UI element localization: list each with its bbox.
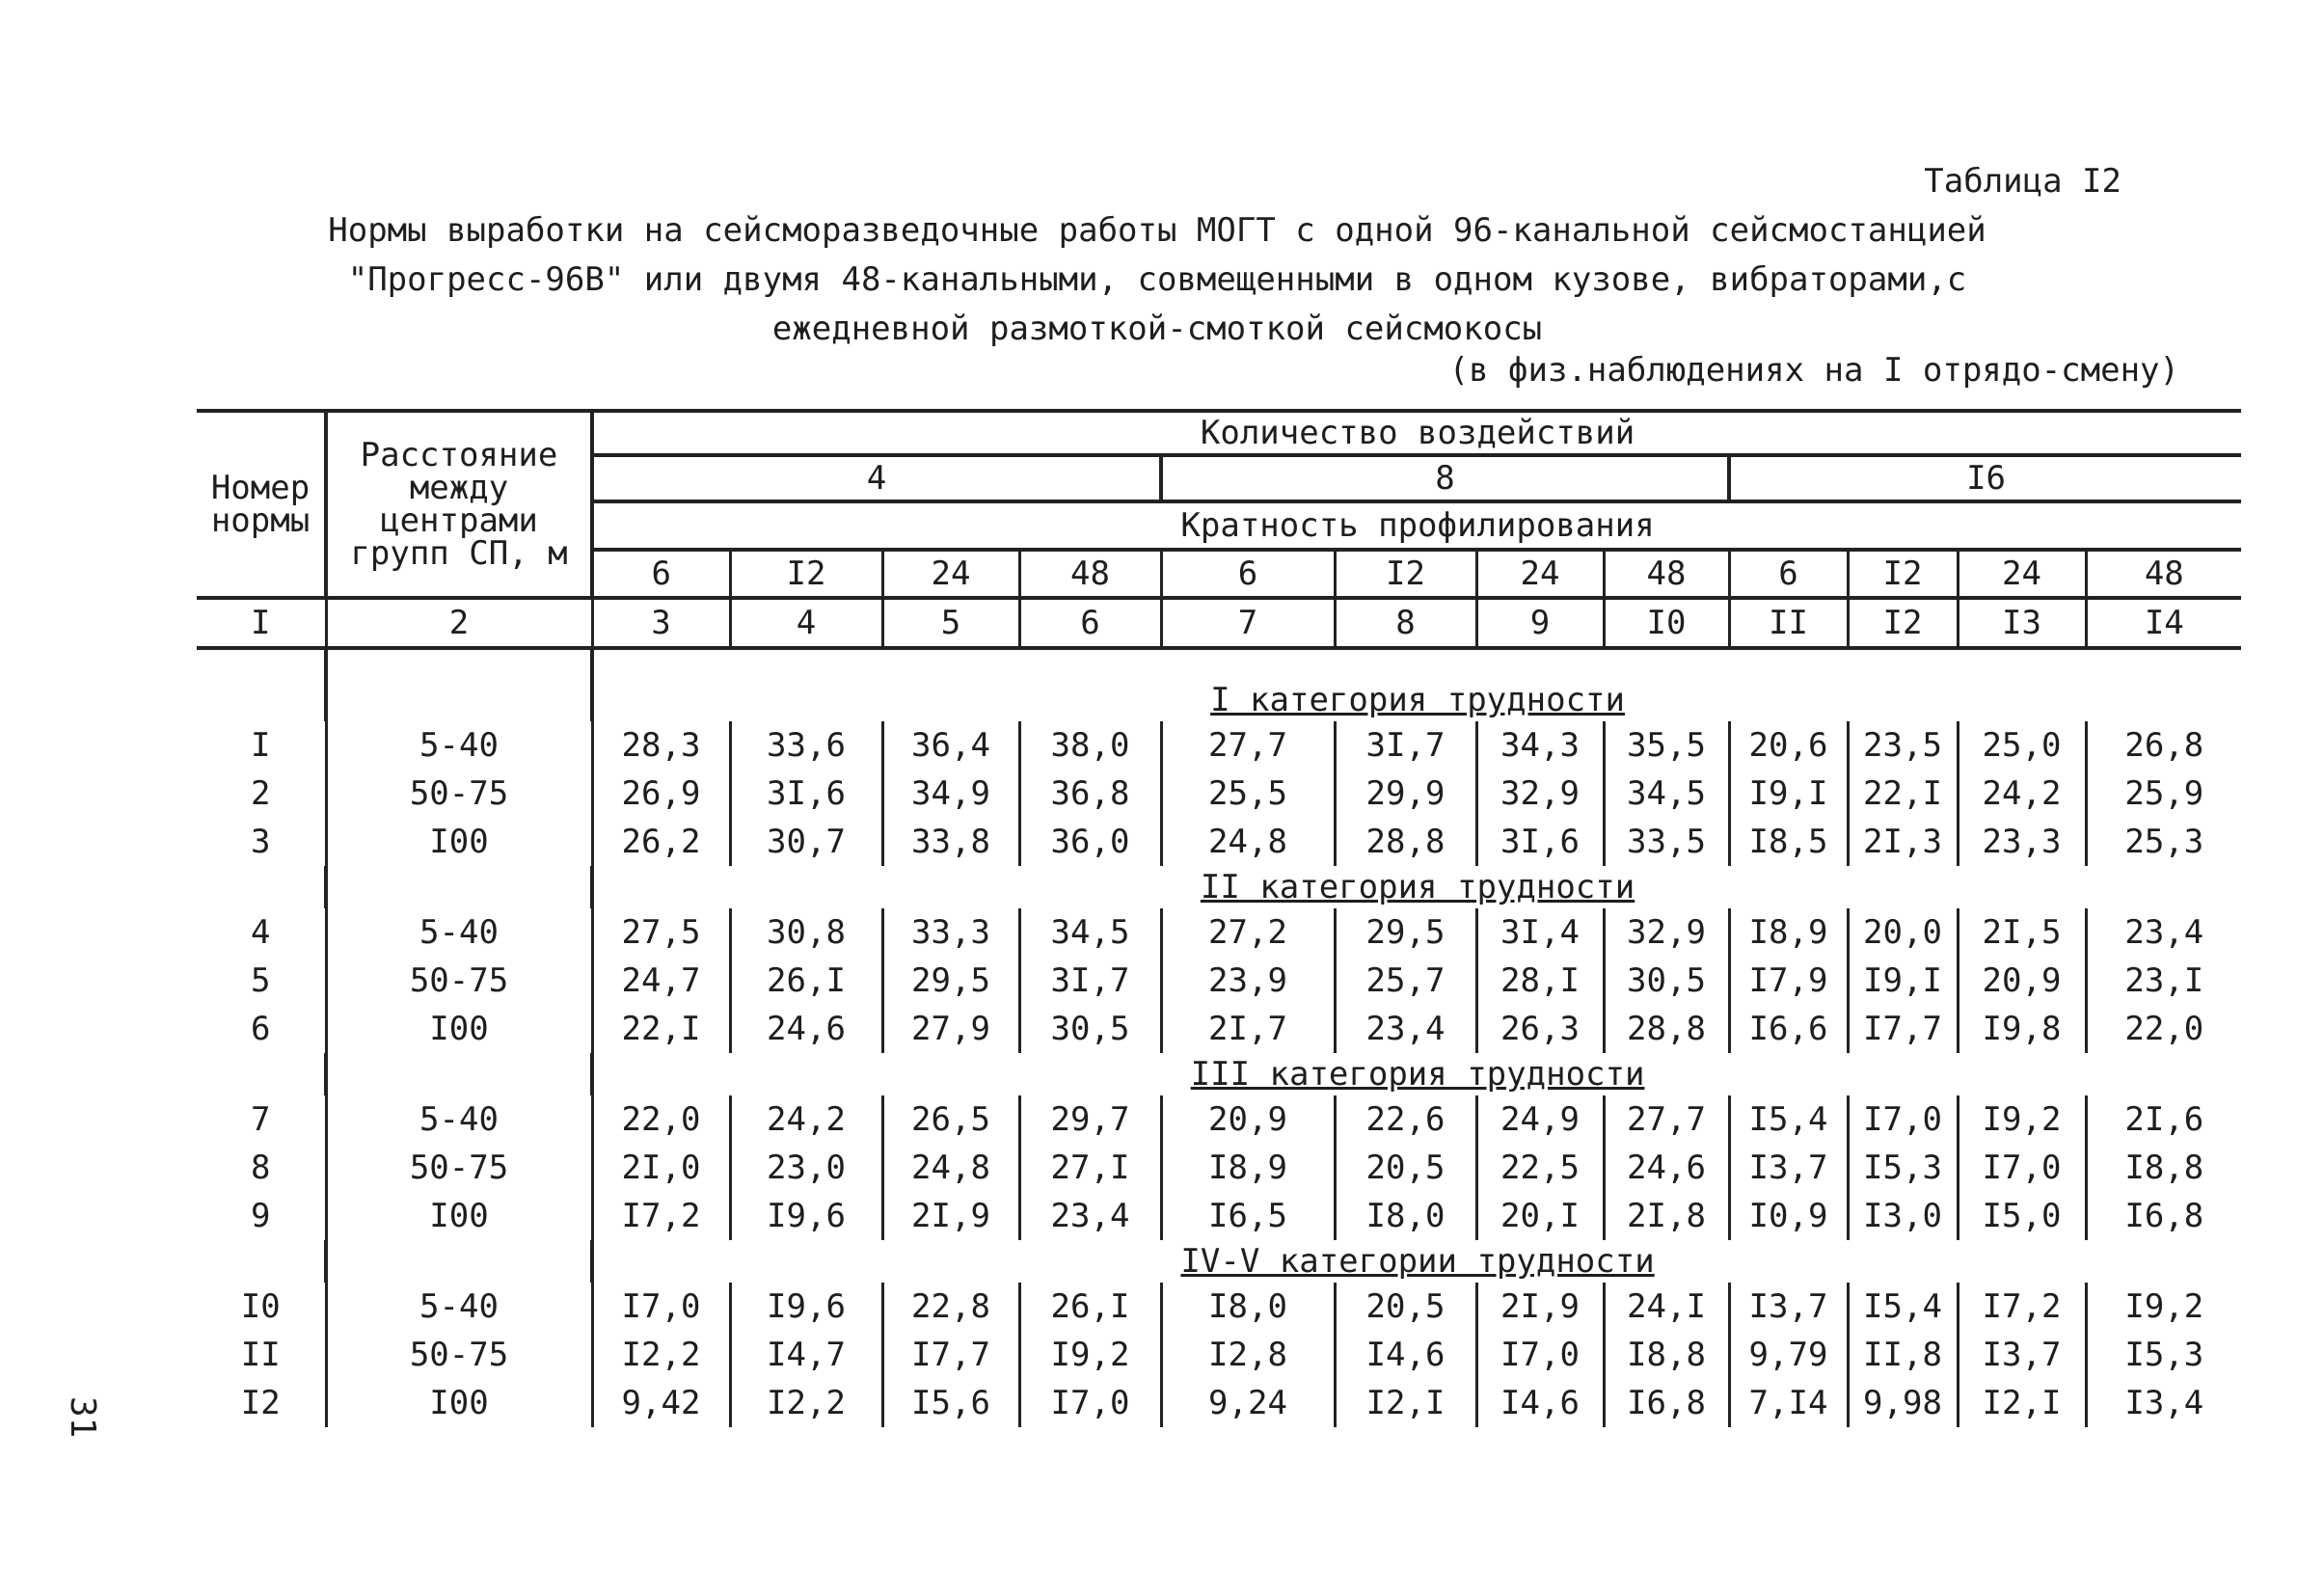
rate-cell: 36,0	[1019, 818, 1161, 866]
norm-number-cell: I0	[240, 1287, 281, 1326]
table-row	[197, 1283, 2241, 1331]
rate-cell: I7,0	[592, 1283, 730, 1331]
distance-cell: 50-75	[326, 957, 592, 1005]
rate-cell: 24,8	[882, 1144, 1019, 1192]
table-row	[197, 1144, 2241, 1192]
rate-cell: 3I,7	[1019, 957, 1161, 1005]
table-row	[197, 1192, 2241, 1240]
rate-cell: 2I,0	[592, 1144, 730, 1192]
norm-number-cell: 9	[251, 1197, 271, 1235]
rate-cell: I8,9	[1729, 908, 1848, 957]
distance-cell: 5-40	[326, 1095, 592, 1144]
table-row	[197, 770, 2241, 818]
rate-cell: 29,5	[882, 957, 1019, 1005]
distance-cell: 5-40	[326, 908, 592, 957]
rate-cell: I3,7	[1958, 1331, 2086, 1379]
title-line: "Прогресс-96В" или двумя 48-канальными, совмещенными в одном кузове, вибраторами,с	[347, 260, 1967, 299]
rate-cell: 27,5	[592, 908, 730, 957]
column-number: 8	[1335, 598, 1476, 648]
rate-cell: 30,5	[1019, 1005, 1161, 1053]
rate-cell: 24,7	[592, 957, 730, 1005]
header-multiplicity-value: 48	[1019, 550, 1161, 598]
rate-cell: 20,5	[1335, 1283, 1476, 1331]
rate-cell: 23,5	[1848, 721, 1958, 770]
category-title: II категория трудности	[592, 866, 2241, 908]
table-row	[197, 1379, 2241, 1427]
rate-cell: 22,I	[592, 1005, 730, 1053]
rate-cell: 33,5	[1604, 818, 1729, 866]
rate-cell: 30,8	[730, 908, 882, 957]
rate-cell: 32,9	[1476, 770, 1604, 818]
rate-cell: 34,5	[1019, 908, 1161, 957]
rate-cell: 28,3	[592, 721, 730, 770]
column-number: I4	[2086, 598, 2241, 648]
rate-cell: 9,24	[1161, 1379, 1335, 1427]
distance-cell: 50-75	[326, 1144, 592, 1192]
rate-cell: 20,9	[1958, 957, 2086, 1005]
rate-cell: I7,7	[882, 1331, 1019, 1379]
header-multiplicity-value: 48	[2086, 550, 2241, 598]
rate-cell: 29,9	[1335, 770, 1476, 818]
category-title: III категория трудности	[592, 1053, 2241, 1095]
norm-number-cell: 4	[251, 913, 271, 952]
rate-cell: 23,4	[2086, 908, 2241, 957]
column-number: I3	[1958, 598, 2086, 648]
norm-number-cell: I	[251, 726, 271, 765]
rate-cell: 26,8	[2086, 721, 2241, 770]
rate-cell: 27,7	[1604, 1095, 1729, 1144]
header-multiplicity-value: I2	[1335, 550, 1476, 598]
column-number: I	[197, 598, 326, 648]
norm-number-cell: 5	[251, 961, 271, 1000]
rate-cell: I6,6	[1729, 1005, 1848, 1053]
rate-cell: I7,2	[1958, 1283, 2086, 1331]
rate-cell: I2,8	[1161, 1331, 1335, 1379]
rate-cell: 20,5	[1335, 1144, 1476, 1192]
rate-cell: 25,9	[2086, 770, 2241, 818]
rate-cell: 32,9	[1604, 908, 1729, 957]
rate-cell: 20,6	[1729, 721, 1848, 770]
norm-number-cell: I2	[240, 1384, 281, 1422]
rate-cell: I4,6	[1476, 1379, 1604, 1427]
rate-cell: I8,0	[1335, 1192, 1476, 1240]
rate-cell: 2I,9	[882, 1192, 1019, 1240]
rate-cell: 23,9	[1161, 957, 1335, 1005]
table-number: Таблица I2	[1924, 162, 2121, 201]
header-impact-group: I6	[1729, 455, 2241, 501]
header-impact-group: 4	[592, 455, 1161, 501]
rate-cell: 22,0	[592, 1095, 730, 1144]
rate-cell: 2I,7	[1161, 1005, 1335, 1053]
rate-cell: I7,0	[1848, 1095, 1958, 1144]
rate-cell: I9,2	[1019, 1331, 1161, 1379]
distance-cell: I00	[326, 1192, 592, 1240]
table-row	[197, 721, 2241, 770]
rate-cell: I7,0	[1019, 1379, 1161, 1427]
rate-cell: 9,79	[1729, 1331, 1848, 1379]
column-number: II	[1729, 598, 1848, 648]
rate-cell: 3I,6	[730, 770, 882, 818]
rate-cell: I9,6	[730, 1192, 882, 1240]
distance-cell: I00	[326, 1379, 592, 1427]
rate-cell: 29,7	[1019, 1095, 1161, 1144]
rate-cell: 22,0	[2086, 1005, 2241, 1053]
header-multiplicity-value: 24	[882, 550, 1019, 598]
rate-cell: I3,0	[1848, 1192, 1958, 1240]
norm-number-cell: 6	[251, 1010, 271, 1048]
rate-cell: 25,3	[2086, 818, 2241, 866]
rate-cell: 26,3	[1476, 1005, 1604, 1053]
rate-cell: 2I,5	[1958, 908, 2086, 957]
rate-cell: I7,0	[1476, 1331, 1604, 1379]
header-multiplicity-value: 6	[592, 550, 730, 598]
rate-cell: 26,5	[882, 1095, 1019, 1144]
distance-cell: 5-40	[326, 721, 592, 770]
rate-cell: 28,I	[1476, 957, 1604, 1005]
rate-cell: 27,7	[1161, 721, 1335, 770]
rate-cell: I7,0	[1958, 1144, 2086, 1192]
header-multiplicity-value: I2	[1848, 550, 1958, 598]
rate-cell: 27,I	[1019, 1144, 1161, 1192]
rate-cell: I4,6	[1335, 1331, 1476, 1379]
rate-cell: I9,I	[1729, 770, 1848, 818]
header-multiplicity-value: 48	[1604, 550, 1729, 598]
rate-cell: 34,9	[882, 770, 1019, 818]
header-norm-number: Номер нормы	[197, 411, 326, 598]
rate-cell: 22,I	[1848, 770, 1958, 818]
rate-cell: 3I,6	[1476, 818, 1604, 866]
rate-cell: I7,7	[1848, 1005, 1958, 1053]
norms-table	[197, 409, 2241, 1427]
rate-cell: I2,I	[1335, 1379, 1476, 1427]
table-row	[197, 1005, 2241, 1053]
rate-cell: I8,0	[1161, 1283, 1335, 1331]
distance-cell: I00	[326, 1005, 592, 1053]
category-title: I категория трудности	[592, 679, 2241, 721]
distance-cell: 50-75	[326, 1331, 592, 1379]
rate-cell: 25,0	[1958, 721, 2086, 770]
rate-cell: 23,I	[2086, 957, 2241, 1005]
header-multiplicity-value: 24	[1958, 550, 2086, 598]
rate-cell: I5,0	[1958, 1192, 2086, 1240]
header-impact-group: 8	[1161, 455, 1729, 501]
column-number: 2	[326, 598, 592, 648]
rate-cell: I9,8	[1958, 1005, 2086, 1053]
rate-cell: 24,I	[1604, 1283, 1729, 1331]
rate-cell: 25,7	[1335, 957, 1476, 1005]
rate-cell: 28,8	[1604, 1005, 1729, 1053]
rate-cell: II,8	[1848, 1331, 1958, 1379]
rate-cell: 9,42	[592, 1379, 730, 1427]
rate-cell: 23,3	[1958, 818, 2086, 866]
distance-cell: 5-40	[326, 1283, 592, 1331]
unit-note: (в физ.наблюдениях на I отрядо-смену)	[1448, 351, 2179, 390]
rate-cell: 26,I	[1019, 1283, 1161, 1331]
rate-cell: 33,6	[730, 721, 882, 770]
title-line: ежедневной размоткой-смоткой сейсмокосы	[771, 310, 1543, 348]
rate-cell: I5,3	[1848, 1144, 1958, 1192]
header-impacts: Количество воздействий	[592, 411, 2241, 455]
rate-cell: 2I,3	[1848, 818, 1958, 866]
table-row	[197, 1331, 2241, 1379]
rate-cell: 22,5	[1476, 1144, 1604, 1192]
rate-cell: 36,8	[1019, 770, 1161, 818]
rate-cell: I7,2	[592, 1192, 730, 1240]
rate-cell: 7,I4	[1729, 1379, 1848, 1427]
rate-cell: 3I,7	[1335, 721, 1476, 770]
rate-cell: 26,I	[730, 957, 882, 1005]
rate-cell: 30,5	[1604, 957, 1729, 1005]
rate-cell: I5,3	[2086, 1331, 2241, 1379]
rate-cell: 33,8	[882, 818, 1019, 866]
rate-cell: I3,4	[2086, 1379, 2241, 1427]
column-number: 6	[1019, 598, 1161, 648]
rate-cell: 29,5	[1335, 908, 1476, 957]
rate-cell: 20,I	[1476, 1192, 1604, 1240]
rate-cell: 24,2	[730, 1095, 882, 1144]
rate-cell: I6,8	[1604, 1379, 1729, 1427]
header-distance: Расстояние между центрами групп СП, м	[326, 411, 592, 598]
header-multiplicity-value: I2	[730, 550, 882, 598]
rate-cell: I9,2	[1958, 1095, 2086, 1144]
rate-cell: 34,3	[1476, 721, 1604, 770]
header-multiplicity: Кратность профилирования	[592, 501, 2241, 550]
rate-cell: 2I,8	[1604, 1192, 1729, 1240]
rate-cell: I2,I	[1958, 1379, 2086, 1427]
rate-cell: 25,5	[1161, 770, 1335, 818]
rate-cell: 26,9	[592, 770, 730, 818]
norm-number-cell: 2	[251, 774, 271, 813]
column-number: 5	[882, 598, 1019, 648]
rate-cell: 22,8	[882, 1283, 1019, 1331]
rate-cell: 35,5	[1604, 721, 1729, 770]
header-multiplicity-value: 24	[1476, 550, 1604, 598]
rate-cell: 24,8	[1161, 818, 1335, 866]
header-multiplicity-value: 6	[1729, 550, 1848, 598]
rate-cell: I9,2	[2086, 1283, 2241, 1331]
rate-cell: I5,4	[1729, 1095, 1848, 1144]
page-number: 31	[63, 1396, 102, 1439]
distance-cell: I00	[326, 818, 592, 866]
title-line: Нормы выработки на сейсморазведочные работы МОГТ с одной 96-канальной сейсмостанцией	[328, 211, 1986, 250]
norm-number-cell: 3	[251, 823, 271, 861]
rate-cell: I9,I	[1848, 957, 1958, 1005]
rate-cell: 3I,4	[1476, 908, 1604, 957]
rate-cell: 20,0	[1848, 908, 1958, 957]
rate-cell: 27,9	[882, 1005, 1019, 1053]
rate-cell: I0,9	[1729, 1192, 1848, 1240]
rate-cell: 24,6	[1604, 1144, 1729, 1192]
rate-cell: 33,3	[882, 908, 1019, 957]
rate-cell: I9,6	[730, 1283, 882, 1331]
rate-cell: I8,5	[1729, 818, 1848, 866]
rate-cell: 36,4	[882, 721, 1019, 770]
rate-cell: I3,7	[1729, 1144, 1848, 1192]
rate-cell: 20,9	[1161, 1095, 1335, 1144]
column-number: 9	[1476, 598, 1604, 648]
rate-cell: 34,5	[1604, 770, 1729, 818]
norm-number-cell: 7	[251, 1100, 271, 1139]
rate-cell: I8,8	[2086, 1144, 2241, 1192]
rate-cell: 22,6	[1335, 1095, 1476, 1144]
rate-cell: 23,4	[1335, 1005, 1476, 1053]
distance-cell: 50-75	[326, 770, 592, 818]
rate-cell: I5,6	[882, 1379, 1019, 1427]
rate-cell: I2,2	[592, 1331, 730, 1379]
rate-cell: 23,0	[730, 1144, 882, 1192]
norm-number-cell: II	[240, 1336, 281, 1374]
rate-cell: I6,8	[2086, 1192, 2241, 1240]
rate-cell: 9,98	[1848, 1379, 1958, 1427]
rate-cell: I3,7	[1729, 1283, 1848, 1331]
rate-cell: I7,9	[1729, 957, 1848, 1005]
rate-cell: I2,2	[730, 1379, 882, 1427]
rate-cell: I4,7	[730, 1331, 882, 1379]
table-row	[197, 818, 2241, 866]
rate-cell: I5,4	[1848, 1283, 1958, 1331]
table-row	[197, 908, 2241, 957]
rate-cell: 2I,9	[1476, 1283, 1604, 1331]
rate-cell: 23,4	[1019, 1192, 1161, 1240]
column-number: I0	[1604, 598, 1729, 648]
rate-cell: I8,8	[1604, 1331, 1729, 1379]
header-multiplicity-value: 6	[1161, 550, 1335, 598]
rate-cell: I8,9	[1161, 1144, 1335, 1192]
rate-cell: 24,9	[1476, 1095, 1604, 1144]
column-number: 4	[730, 598, 882, 648]
norm-number-cell: 8	[251, 1149, 271, 1187]
column-number: 3	[592, 598, 730, 648]
rate-cell: I6,5	[1161, 1192, 1335, 1240]
column-number: 7	[1161, 598, 1335, 648]
rate-cell: 30,7	[730, 818, 882, 866]
rate-cell: 24,6	[730, 1005, 882, 1053]
rate-cell: 24,2	[1958, 770, 2086, 818]
rate-cell: 26,2	[592, 818, 730, 866]
column-number: I2	[1848, 598, 1958, 648]
rate-cell: 2I,6	[2086, 1095, 2241, 1144]
rate-cell: 38,0	[1019, 721, 1161, 770]
table-row	[197, 1095, 2241, 1144]
rate-cell: 27,2	[1161, 908, 1335, 957]
table-title	[289, 206, 2025, 354]
table-row	[197, 957, 2241, 1005]
category-title: IV-V категории трудности	[592, 1240, 2241, 1283]
rate-cell: 28,8	[1335, 818, 1476, 866]
